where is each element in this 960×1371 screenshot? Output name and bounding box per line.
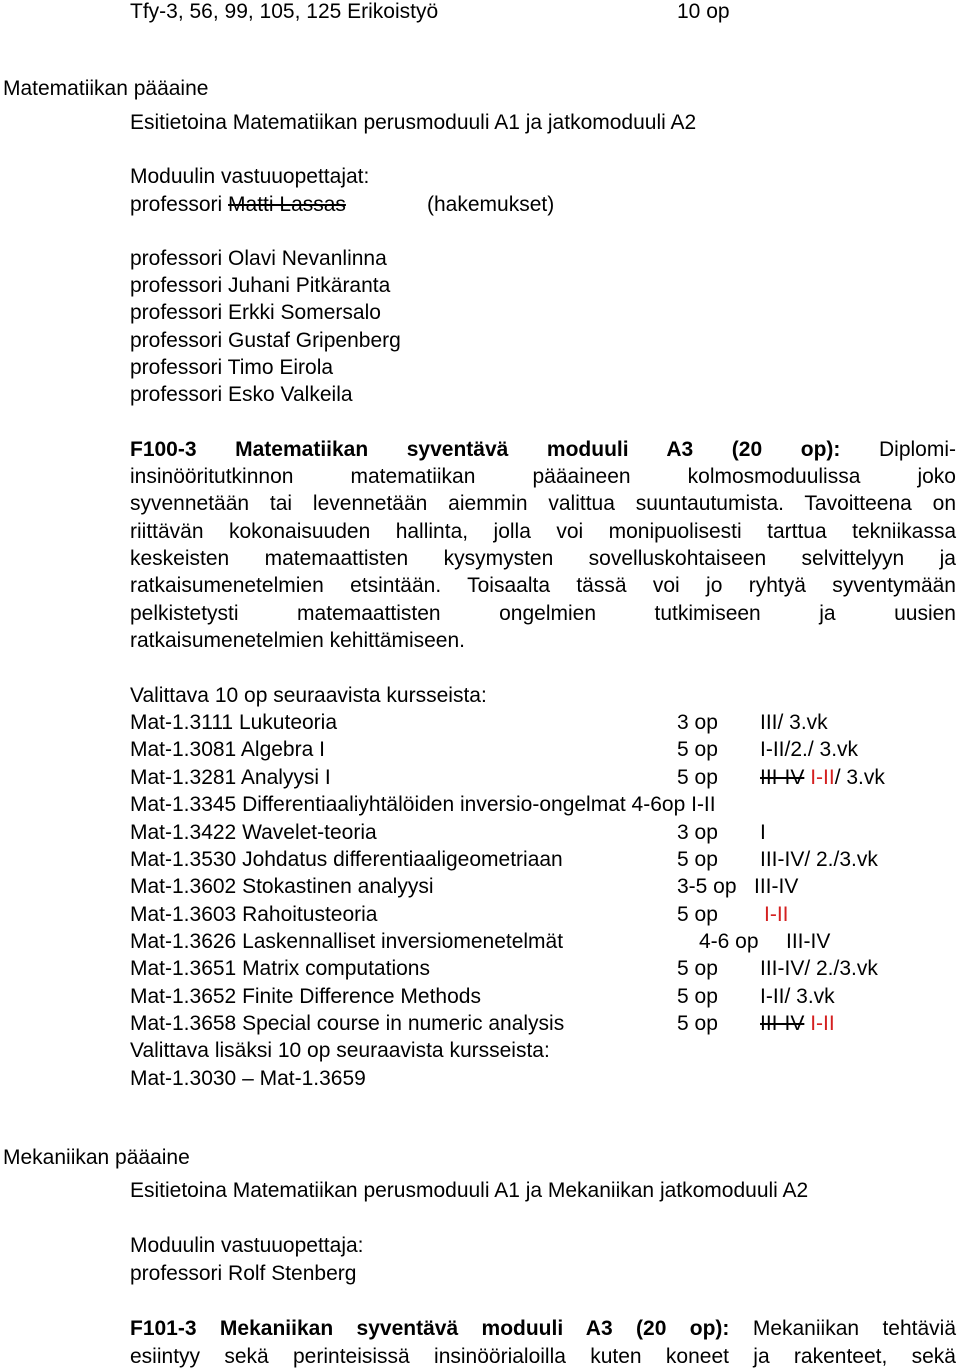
course-op: 5 op xyxy=(677,985,718,1008)
math-teacher-first xyxy=(130,191,346,218)
choose-label: Valittava 10 op seuraavista kursseista: xyxy=(130,684,487,707)
mech-teacher: professori Rolf Stenberg xyxy=(130,1262,357,1285)
course-name: Mat-1.3652 Finite Difference Methods xyxy=(130,985,481,1008)
new-period: I-II xyxy=(810,766,835,789)
new-period: I-II xyxy=(810,1012,835,1035)
teacher-item: professori Olavi Nevanlinna xyxy=(130,247,387,270)
course-period: III-IV/ 2./3.vk xyxy=(760,957,878,980)
course-op: 5 op xyxy=(677,848,718,871)
new-period: I-II xyxy=(764,903,789,926)
module-description-line: ratkaisumenetelmien etsintään. Toisaalta tässä voi jo ryhtyä syventymään xyxy=(130,574,956,597)
struck-period: III-IV xyxy=(760,766,805,789)
course-name: Mat-1.3658 Special course in numeric analysis xyxy=(130,1012,565,1035)
math-major-heading: Matematiikan pääaine xyxy=(3,77,209,100)
module-description-line: keskeisten matemaattisten kysymysten sovelluskohtaiseen selvittelyyn ja xyxy=(130,547,956,570)
course-name: Mat-1.3602 Stokastinen analyysi xyxy=(130,875,434,898)
course-op: 5 op xyxy=(677,957,718,980)
course-period: III-IV I-II/ 3.vk xyxy=(760,766,885,789)
course-op: 3-5 op xyxy=(677,875,737,898)
teacher-item: professori Esko Valkeila xyxy=(130,383,353,406)
course-name: Mat-1.3651 Matrix computations xyxy=(130,957,430,980)
course-name: Mat-1.3603 Rahoitusteoria xyxy=(130,903,378,926)
module-description-line: pelkistetysti matemaattisten ongelmien tutkimiseen ja uusien xyxy=(130,602,956,625)
struck-period: III-IV xyxy=(760,1012,805,1035)
course-period: I xyxy=(760,821,766,844)
mech-module-line: F101-3 Mekaniikan syventävä moduuli A3 (20 op): Mekaniikan tehtäviä xyxy=(130,1317,956,1340)
mech-module-line: esiintyy sekä perinteisissä insinöörialoilla kuten koneet ja rakenteet, sekä xyxy=(130,1345,956,1368)
mech-major-heading: Mekaniikan pääaine xyxy=(3,1146,190,1169)
module-description-line: riittävän kokonaisuuden hallinta, jolla voi monipuolisesti tarttua tekniikassa xyxy=(130,520,956,543)
course-period xyxy=(760,1010,835,1037)
mech-prereq: Esitietoina Matematiikan perusmoduuli A1 ja Mekaniikan jatkomoduuli A2 xyxy=(130,1179,809,1202)
course-name: Mat-1.3530 Johdatus differentiaaligeometriaan xyxy=(130,848,563,871)
mech-module-title: F101-3 Mekaniikan syventävä moduuli A3 (20 op): xyxy=(130,1317,730,1340)
course-op: 5 op xyxy=(677,738,718,761)
course-row-full: Mat-1.3345 Differentiaaliyhtälöiden inversio-ongelmat 4-6op I-II xyxy=(130,793,716,816)
math-teachers-label: Moduulin vastuuopettajat: xyxy=(130,165,370,188)
course-period: III-IV/ 2./3.vk xyxy=(760,848,878,871)
math-prereq: Esitietoina Matematiikan perusmoduuli A1 ja jatkomoduuli A2 xyxy=(130,111,697,134)
extra-choose-label: Valittava lisäksi 10 op seuraavista kursseista: xyxy=(130,1039,550,1062)
module-description-line: syvennetään tai levennetään aiemmin valittua suuntautumista. Tavoitteena on xyxy=(130,492,956,515)
teacher-item: professori Juhani Pitkäranta xyxy=(130,274,391,297)
course-title: Tfy-3, 56, 99, 105, 125 Erikoistyö xyxy=(130,0,439,23)
course-name: Mat-1.3626 Laskennalliset inversiomenetelmät xyxy=(130,930,564,953)
teacher-item: professori Erkki Somersalo xyxy=(130,301,381,324)
teacher-item: professori Gustaf Gripenberg xyxy=(130,329,401,352)
course-period: III-IV xyxy=(754,875,799,898)
teacher-prefix: professori xyxy=(130,193,229,216)
course-period: I-II/ 3.vk xyxy=(760,985,835,1008)
course-op: 4-6 op xyxy=(699,930,759,953)
course-op: 5 op xyxy=(677,766,718,789)
course-name: Mat-1.3422 Wavelet-teoria xyxy=(130,821,377,844)
course-period: I-II/2./ 3.vk xyxy=(760,738,859,761)
module-title: F100-3 Matematiikan syventävä moduuli A3 (20 op): xyxy=(130,438,841,461)
extra-course-range: Mat-1.3030 – Mat-1.3659 xyxy=(130,1067,366,1090)
course-name: Mat-1.3111 Lukuteoria xyxy=(130,711,338,734)
struck-teacher-name: Matti Lassas xyxy=(228,193,346,216)
teacher-item: professori Timo Eirola xyxy=(130,356,334,379)
module-description-line: insinööritutkinnon matematiikan pääaineen kolmosmoduulissa joko xyxy=(130,465,956,488)
course-name: Mat-1.3081 Algebra I xyxy=(130,738,325,761)
applications-note: (hakemukset) xyxy=(427,193,555,216)
course-period: III/ 3.vk xyxy=(760,711,828,734)
course-name: Mat-1.3281 Analyysi I xyxy=(130,766,331,789)
module-description-line: ratkaisumenetelmien kehittämiseen. xyxy=(130,629,465,652)
mech-teachers-label: Moduulin vastuuopettaja: xyxy=(130,1234,364,1257)
course-period: III-IV xyxy=(786,930,831,953)
course-credits: 10 op xyxy=(677,0,730,23)
course-op: 3 op xyxy=(677,821,718,844)
course-op: 3 op xyxy=(677,711,718,734)
course-op: 5 op xyxy=(677,903,718,926)
course-op: 5 op xyxy=(677,1012,718,1035)
module-description-line: F100-3 Matematiikan syventävä moduuli A3 (20 op): Diplomi- xyxy=(130,438,956,461)
